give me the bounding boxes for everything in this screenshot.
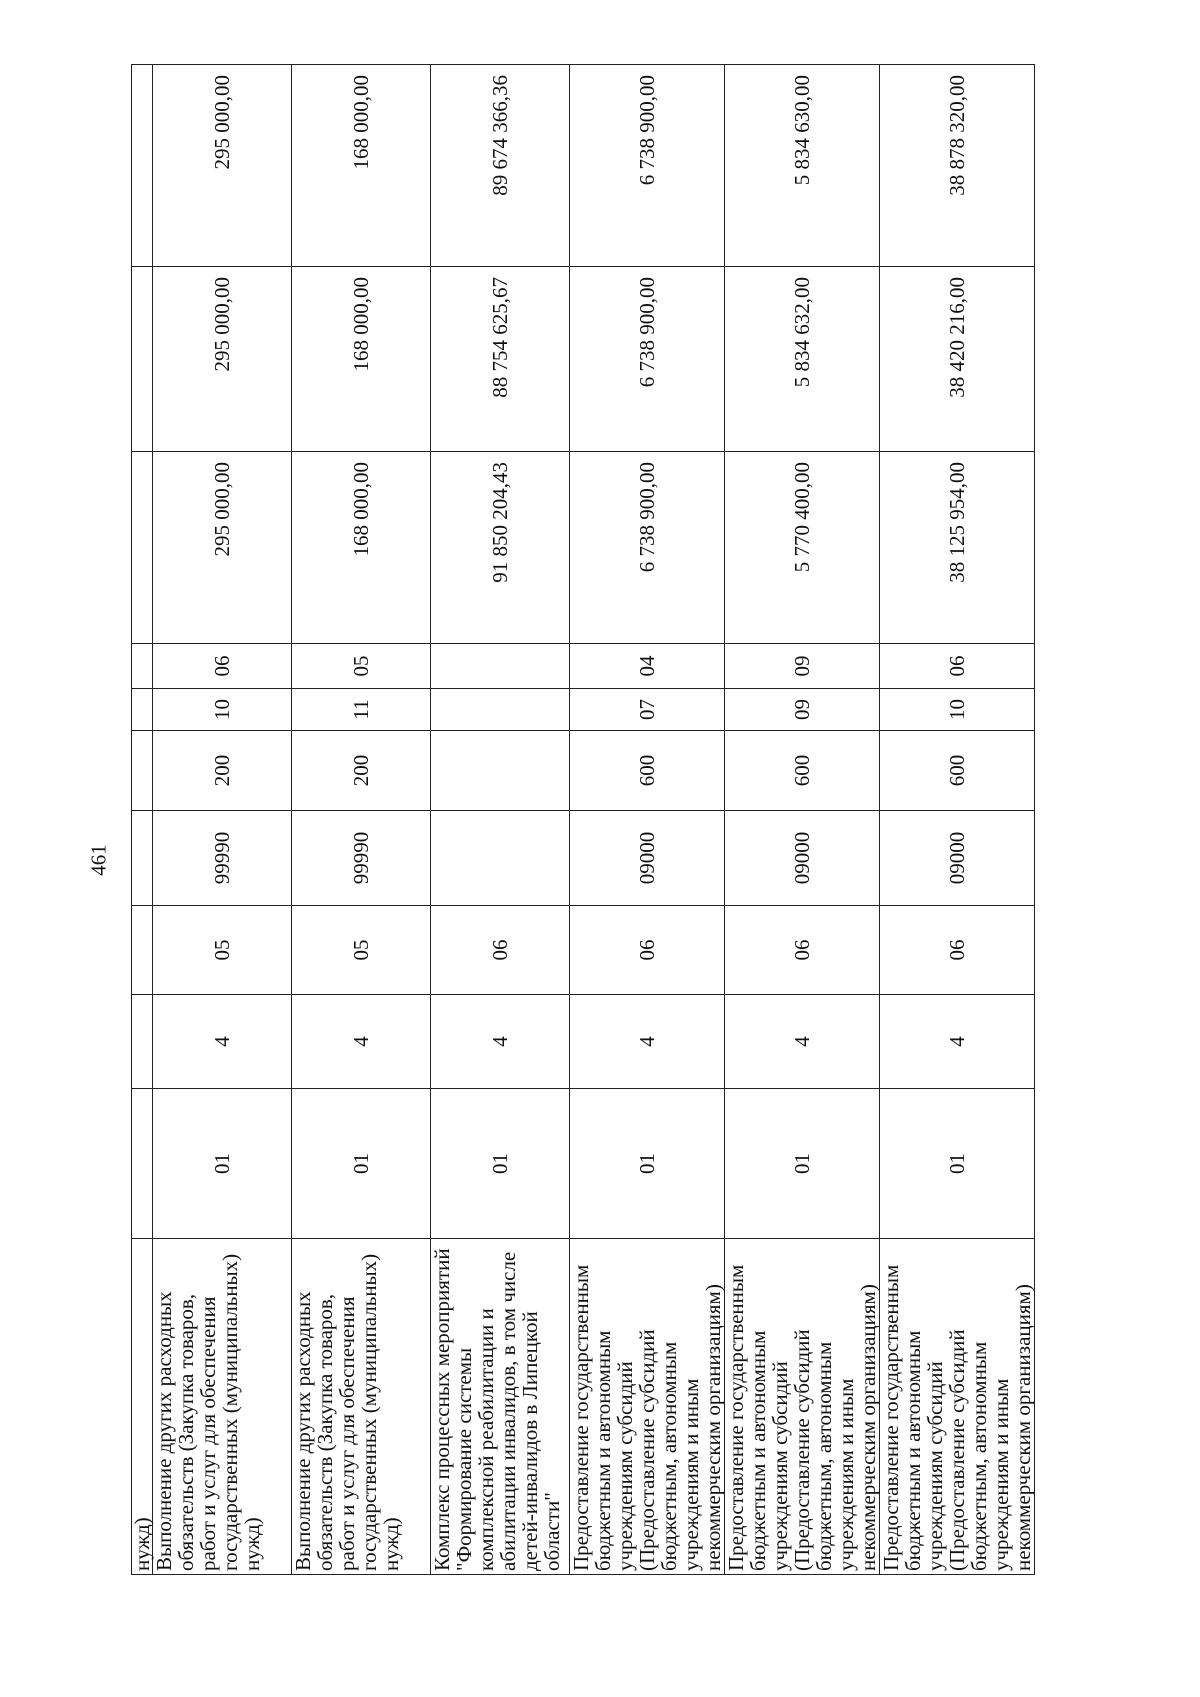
amount-year-3: 89 674 366,36 xyxy=(431,65,570,267)
section-code xyxy=(431,689,570,731)
row-description: Выполнение других расходных обязательств (Закупка товаров, работ и услуг для обеспечения государственных (муниципальных) нужд) xyxy=(292,1239,431,1575)
activity-code: 06 xyxy=(725,906,880,995)
subsection-code xyxy=(431,644,570,689)
expense-type-code: 600 xyxy=(570,731,725,811)
direction-code xyxy=(431,811,570,906)
activity-code: 05 xyxy=(153,906,292,995)
table-row xyxy=(431,65,570,1575)
subprogram-code: 4 xyxy=(880,995,1035,1089)
row-description: Предоставление государственным бюджетным и автономным учреждениям субсидий (Предоставление субсидий бюджетным, автономным учреждениям и иным некоммерческим организациям) xyxy=(880,1239,1035,1575)
subsection-code: 06 xyxy=(880,644,1035,689)
subprogram-code: 4 xyxy=(153,995,292,1089)
amount-year-1: 91 850 204,43 xyxy=(431,452,570,644)
amount-year-3: 5 834 630,00 xyxy=(725,65,880,267)
budget-table xyxy=(131,64,1035,1575)
subprogram-code: 4 xyxy=(431,995,570,1089)
subsection-code: 06 xyxy=(153,644,292,689)
continuation-text: нужд) xyxy=(132,1239,153,1575)
amount-year-1: 168 000,00 xyxy=(292,452,431,644)
table-row xyxy=(153,65,292,1575)
program-code: 01 xyxy=(292,1089,431,1239)
subsection-code: 04 xyxy=(570,644,725,689)
amount-year-2: 295 000,00 xyxy=(153,267,292,452)
direction-code: 09000 xyxy=(570,811,725,906)
row-description: Комплекс процессных мероприятий "Формирование системы комплексной реабилитации и абилитации инвалидов, в том числе детей-инвалидов в Липецкой области" xyxy=(431,1239,570,1575)
direction-code: 99990 xyxy=(292,811,431,906)
amount-year-2: 168 000,00 xyxy=(292,267,431,452)
expense-type-code xyxy=(431,731,570,811)
program-code: 01 xyxy=(570,1089,725,1239)
activity-code: 06 xyxy=(570,906,725,995)
row-description: Предоставление государственным бюджетным и автономным учреждениям субсидий (Предоставление субсидий бюджетным, автономным учреждениям и иным некоммерческим организациям) xyxy=(725,1239,880,1575)
amount-year-3: 168 000,00 xyxy=(292,65,431,267)
activity-code: 06 xyxy=(431,906,570,995)
subprogram-code: 4 xyxy=(725,995,880,1089)
program-code: 01 xyxy=(725,1089,880,1239)
activity-code: 06 xyxy=(880,906,1035,995)
rotated-table-container xyxy=(131,65,1137,1575)
amount-year-2: 6 738 900,00 xyxy=(570,267,725,452)
expense-type-code: 200 xyxy=(153,731,292,811)
amount-year-2: 88 754 625,67 xyxy=(431,267,570,452)
amount-year-1: 38 125 954,00 xyxy=(880,452,1035,644)
direction-code: 09000 xyxy=(880,811,1035,906)
section-code: 10 xyxy=(880,689,1035,731)
section-code: 10 xyxy=(153,689,292,731)
program-code: 01 xyxy=(431,1089,570,1239)
section-code: 07 xyxy=(570,689,725,731)
amount-year-2: 5 834 632,00 xyxy=(725,267,880,452)
row-description: Выполнение других расходных обязательств (Закупка товаров, работ и услуг для обеспечения государственных (муниципальных) нужд) xyxy=(153,1239,292,1575)
subprogram-code: 4 xyxy=(570,995,725,1089)
row-description: Предоставление государственным бюджетным и автономным учреждениям субсидий (Предоставление субсидий бюджетным, автономным учреждениям и иным некоммерческим организациям) xyxy=(570,1239,725,1575)
expense-type-code: 200 xyxy=(292,731,431,811)
direction-code: 99990 xyxy=(153,811,292,906)
subprogram-code: 4 xyxy=(292,995,431,1089)
page-number: 461 xyxy=(86,844,111,876)
continuation-row xyxy=(132,65,153,1575)
amount-year-1: 5 770 400,00 xyxy=(725,452,880,644)
activity-code: 05 xyxy=(292,906,431,995)
amount-year-3: 38 878 320,00 xyxy=(880,65,1035,267)
table-row xyxy=(880,65,1035,1575)
amount-year-1: 295 000,00 xyxy=(153,452,292,644)
amount-year-3: 295 000,00 xyxy=(153,65,292,267)
direction-code: 09000 xyxy=(725,811,880,906)
amount-year-2: 38 420 216,00 xyxy=(880,267,1035,452)
table-row xyxy=(570,65,725,1575)
expense-type-code: 600 xyxy=(725,731,880,811)
section-code: 11 xyxy=(292,689,431,731)
table-row xyxy=(292,65,431,1575)
amount-year-1: 6 738 900,00 xyxy=(570,452,725,644)
section-code: 09 xyxy=(725,689,880,731)
program-code: 01 xyxy=(153,1089,292,1239)
subsection-code: 05 xyxy=(292,644,431,689)
table-row xyxy=(725,65,880,1575)
program-code: 01 xyxy=(880,1089,1035,1239)
subsection-code: 09 xyxy=(725,644,880,689)
amount-year-3: 6 738 900,00 xyxy=(570,65,725,267)
expense-type-code: 600 xyxy=(880,731,1035,811)
